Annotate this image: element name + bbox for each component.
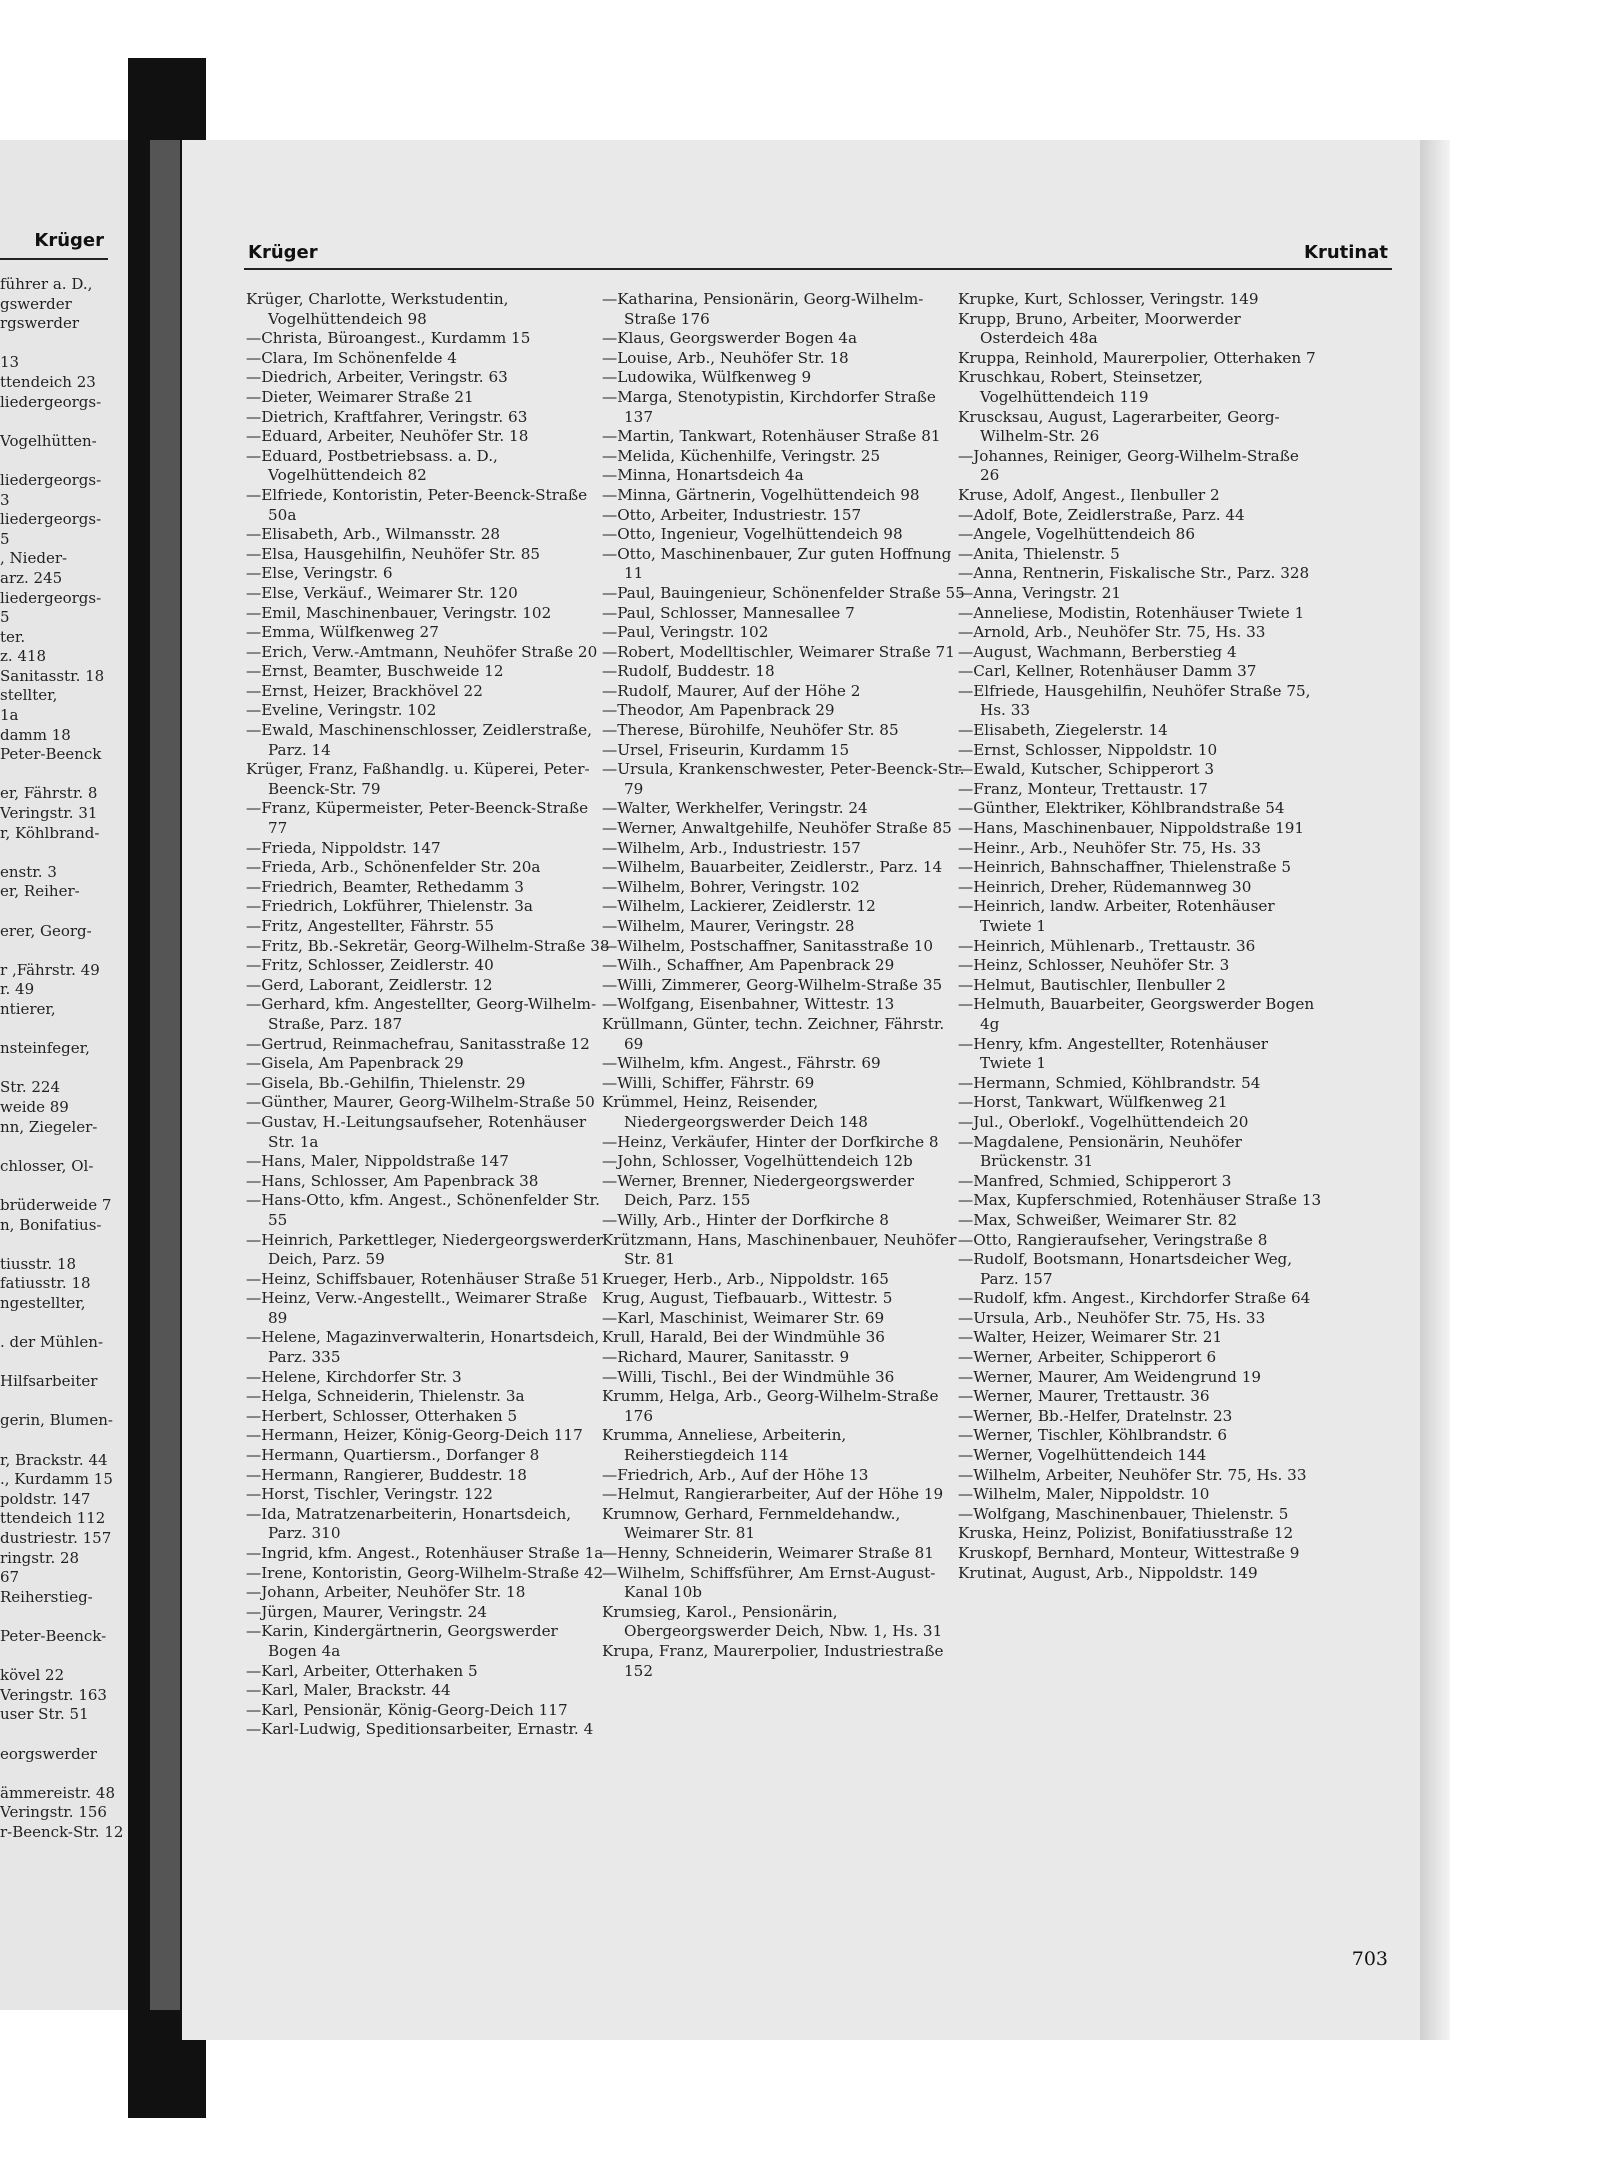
directory-entry: —Erich, Verw.-Amtmann, Neuhöfer Straße 20 (246, 642, 598, 661)
directory-entry: —Herbert, Schlosser, Otterhaken 5 (246, 1406, 518, 1425)
left-page-line: arz. 245 (0, 568, 63, 587)
directory-entry: —Eduard, Postbetriebsass. a. D., Vogelhüttendeich 82 (246, 446, 498, 485)
directory-entry: —Elisabeth, Arb., Wilmansstr. 28 (246, 525, 501, 544)
directory-entry: —Marga, Stenotypistin, Kirchdorfer Straße 137 (602, 387, 936, 426)
directory-entry: —Else, Verkäuf., Weimarer Str. 120 (246, 583, 518, 602)
directory-entry: —Clara, Im Schönenfelde 4 (246, 348, 457, 367)
directory-entry: Krüger, Franz, Faßhandlg. u. Küperei, Peter-Beenck-Str. 79 (246, 760, 590, 798)
directory-entry: —Walter, Heizer, Weimarer Str. 21 (958, 1328, 1223, 1347)
directory-entry: —Paul, Veringstr. 102 (602, 623, 769, 642)
directory-entry: —Eduard, Arbeiter, Neuhöfer Str. 18 (246, 427, 529, 446)
directory-entry: —Franz, Monteur, Trettaustr. 17 (958, 779, 1208, 798)
directory-entry: Krug, August, Tiefbauarb., Wittestr. 5 (602, 1289, 893, 1308)
directory-entry: —Minna, Gärtnerin, Vogelhüttendeich 98 (602, 485, 920, 504)
directory-entry: —Wilhelm, Bauarbeiter, Zeidlerstr., Parz. 14 (602, 858, 943, 877)
directory-column-2 (602, 290, 966, 1681)
directory-entry: Krüger, Charlotte, Werkstudentin, Vogelhüttendeich 98 (246, 290, 509, 328)
left-page-line: weide 89 (0, 1097, 69, 1116)
left-page-line: ntierer, (0, 999, 56, 1018)
directory-entry: Kruskopf, Bernhard, Monteur, Wittestraße 9 (958, 1544, 1300, 1562)
left-page-line: erer, Georg- (0, 921, 92, 940)
directory-entry: Kruscksau, August, Lagerarbeiter, Georg-Wilhelm-Str. 26 (958, 407, 1280, 446)
header-rule (244, 268, 1392, 270)
directory-entry: —Christa, Büroangest., Kurdamm 15 (246, 329, 531, 348)
left-page-line: r-Beenck-Str. 12 (0, 1822, 124, 1841)
left-page-line: n, Bonifatius- (0, 1215, 102, 1234)
left-page-line: 3 (0, 490, 10, 509)
directory-entry: —Gisela, Am Papenbrack 29 (246, 1054, 464, 1073)
directory-entry: —Robert, Modelltischler, Weimarer Straße 71 (602, 642, 955, 661)
directory-entry: —Helene, Kirchdorfer Str. 3 (246, 1367, 462, 1386)
directory-entry: —Diedrich, Arbeiter, Veringstr. 63 (246, 368, 508, 387)
directory-entry: —Wilhelm, Bohrer, Veringstr. 102 (602, 877, 860, 896)
directory-entry: —Dieter, Weimarer Straße 21 (246, 387, 474, 406)
directory-entry: —Ida, Matratzenarbeiterin, Honartsdeich, Parz. 310 (246, 1504, 572, 1543)
left-page-line: Peter-Beenck- (0, 1626, 107, 1645)
left-page-line: stellter, (0, 686, 58, 705)
directory-entry: —Martin, Tankwart, Rotenhäuser Straße 81 (602, 427, 941, 446)
directory-entry: —Heinz, Verkäufer, Hinter der Dorfkirche 8 (602, 1132, 939, 1151)
directory-entry: —Werner, Maurer, Am Weidengrund 19 (958, 1367, 1262, 1386)
directory-entry: —Otto, Rangieraufseher, Veringstraße 8 (958, 1230, 1268, 1249)
directory-entry: —Wolfgang, Eisenbahner, Wittestr. 13 (602, 995, 895, 1014)
page-number: 703 (1351, 1948, 1388, 1970)
directory-entry: —Frieda, Nippoldstr. 147 (246, 838, 441, 857)
directory-entry: Krützmann, Hans, Maschinenbauer, Neuhöfer Str. 81 (602, 1230, 957, 1269)
directory-entry: —Katharina, Pensionärin, Georg-Wilhelm-Straße 176 (602, 290, 924, 328)
directory-entry: —Franz, Küpermeister, Peter-Beenck-Straße 77 (246, 799, 589, 838)
directory-entry: —Gustav, H.-Leitungsaufseher, Rotenhäuser Str. 1a (246, 1112, 587, 1151)
directory-entry: —Friedrich, Beamter, Rethedamm 3 (246, 877, 524, 896)
directory-entry: —Gisela, Bb.-Gehilfin, Thielenstr. 29 (246, 1073, 526, 1092)
left-page-line: nsteinfeger, (0, 1039, 90, 1058)
directory-entry: —Rudolf, Bootsmann, Honartsdeicher Weg, Parz. 157 (958, 1250, 1293, 1288)
directory-entry: —Eveline, Veringstr. 102 (246, 701, 437, 720)
directory-entry: —Willi, Tischl., Bei der Windmühle 36 (602, 1367, 895, 1386)
left-page-line: Str. 224 (0, 1078, 60, 1097)
directory-entry: —Minna, Honartsdeich 4a (602, 466, 804, 485)
directory-entry: —Wilhelm, Arb., Industriestr. 157 (602, 838, 861, 857)
left-page-line: dustriestr. 157 (0, 1529, 112, 1547)
directory-entry: —Ingrid, kfm. Angest., Rotenhäuser Straße 1a (246, 1544, 604, 1562)
directory-entry: —Hermann, Quartiersm., Dorfanger 8 (246, 1446, 540, 1465)
left-page-line: damm 18 (0, 725, 71, 744)
directory-entry: —Henny, Schneiderin, Weimarer Straße 81 (602, 1544, 934, 1562)
left-page-line: poldstr. 147 (0, 1489, 91, 1508)
directory-entry: —Henry, kfm. Angestellter, Rotenhäuser Twiete 1 (958, 1034, 1269, 1073)
left-page-line: Vogelhütten- (0, 431, 97, 450)
directory-entry: —Ursula, Krankenschwester, Peter-Beenck-Str. 79 (602, 760, 965, 798)
directory-entry: Kruschkau, Robert, Steinsetzer, Vogelhüttendeich 119 (958, 368, 1203, 406)
directory-entry: —Heinz, Schiffsbauer, Rotenhäuser Straße 51 (246, 1269, 600, 1288)
directory-entry: —Johann, Arbeiter, Neuhöfer Str. 18 (246, 1583, 526, 1602)
directory-entry: —Heinrich, Bahnschaffner, Thielenstraße 5 (958, 858, 1292, 877)
left-page-line: führer a. D., (0, 275, 93, 293)
directory-entry: —Gertrud, Reinmachefrau, Sanitasstraße 12 (246, 1034, 590, 1053)
left-page-line: ter. (0, 627, 26, 646)
directory-entry: —Paul, Schlosser, Mannesallee 7 (602, 603, 855, 622)
directory-entry: —Elfriede, Hausgehilfin, Neuhöfer Straße 75, Hs. 33 (958, 681, 1311, 720)
directory-entry: —Ernst, Beamter, Buschweide 12 (246, 662, 504, 681)
left-page-line: liedergeorgs- (0, 392, 102, 411)
directory-entry: —Anita, Thielenstr. 5 (958, 544, 1120, 563)
left-page-line: enstr. 3 (0, 862, 57, 881)
left-page-line: rgswerder (0, 314, 80, 333)
directory-entry: Krumnow, Gerhard, Fernmeldehandw., Weimarer Str. 81 (602, 1504, 901, 1543)
running-header-left: Krüger (248, 242, 318, 263)
left-page-line: Hilfsarbeiter (0, 1372, 98, 1391)
page-edge (1420, 140, 1450, 2040)
directory-entry: —John, Schlosser, Vogelhüttendeich 12b (602, 1152, 913, 1171)
directory-entry: —Anna, Rentnerin, Fiskalische Str., Parz. 328 (958, 564, 1310, 583)
left-page-line: ngestellter, (0, 1293, 86, 1312)
directory-entry: —Melida, Küchenhilfe, Veringstr. 25 (602, 446, 881, 465)
directory-entry: —Angele, Vogelhüttendeich 86 (958, 525, 1195, 544)
left-page-line: Peter-Beenck (0, 745, 102, 764)
left-header-rule (0, 258, 108, 260)
left-page-line: Veringstr. 156 (0, 1803, 107, 1822)
directory-entry: —Horst, Tischler, Veringstr. 122 (246, 1485, 493, 1504)
directory-entry: —Wilhelm, Lackierer, Zeidlerstr. 12 (602, 897, 876, 916)
directory-entry: Kruppa, Reinhold, Maurerpolier, Otterhaken 7 (958, 348, 1316, 367)
directory-entry: —Wilhelm, Arbeiter, Neuhöfer Str. 75, Hs. 33 (958, 1465, 1307, 1484)
directory-entry: —Manfred, Schmied, Schipperort 3 (958, 1171, 1232, 1190)
directory-entry: —Heinrich, Parkettleger, Niedergeorgswerder Deich, Parz. 59 (246, 1230, 604, 1269)
directory-entry: —Ernst, Heizer, Brackhövel 22 (246, 681, 483, 700)
directory-entry: —Magdalene, Pensionärin, Neuhöfer Brückenstr. 31 (958, 1132, 1242, 1171)
left-page-line: Reiherstieg- (0, 1587, 93, 1606)
directory-entry: —Anneliese, Modistin, Rotenhäuser Twiete 1 (958, 603, 1305, 622)
directory-entry: —Paul, Bauingenieur, Schönenfelder Straße 55 (602, 583, 965, 602)
directory-entry: —Otto, Maschinenbauer, Zur guten Hoffnung 11 (602, 544, 952, 583)
directory-entry: —Rudolf, Buddestr. 18 (602, 662, 775, 681)
left-page-line: er, Reiher- (0, 882, 80, 901)
left-page-line: user Str. 51 (0, 1705, 89, 1724)
directory-entry: —Heinz, Verw.-Angestellt., Weimarer Straße 89 (246, 1289, 588, 1327)
directory-entry: —Rudolf, Maurer, Auf der Höhe 2 (602, 681, 861, 700)
directory-entry: Krueger, Herb., Arb., Nippoldstr. 165 (602, 1269, 889, 1288)
directory-entry: —Gerd, Laborant, Zeidlerstr. 12 (246, 975, 493, 994)
directory-entry: —Wilh., Schaffner, Am Papenbrack 29 (602, 956, 895, 975)
directory-entry: —Wilhelm, kfm. Angest., Fährstr. 69 (602, 1054, 881, 1073)
directory-entry: —Günther, Maurer, Georg-Wilhelm-Straße 50 (246, 1093, 595, 1112)
directory-entry: —Ursel, Friseurin, Kurdamm 15 (602, 740, 850, 759)
directory-entry: Kruska, Heinz, Polizist, Bonifatiusstraße 12 (958, 1524, 1294, 1543)
directory-entry: —Karl, Arbeiter, Otterhaken 5 (246, 1661, 478, 1680)
directory-entry: —Max, Schweißer, Weimarer Str. 82 (958, 1210, 1238, 1229)
running-header-right: Krutinat (1304, 242, 1388, 263)
directory-entry: —Rudolf, kfm. Angest., Kirchdorfer Straße 64 (958, 1289, 1311, 1308)
directory-column-1 (246, 290, 610, 1740)
directory-entry: —Frieda, Arb., Schönenfelder Str. 20a (246, 858, 541, 877)
directory-entry: Krupp, Bruno, Arbeiter, Moorwerder Osterdeich 48a (958, 309, 1241, 348)
directory-entry: —Horst, Tankwart, Wülfkenweg 21 (958, 1093, 1228, 1112)
left-page-line: gerin, Blumen- (0, 1411, 113, 1430)
directory-entry: —Werner, Vogelhüttendeich 144 (958, 1446, 1207, 1465)
left-page-line: brüderweide 7 (0, 1195, 112, 1214)
directory-entry: —Friedrich, Lokführer, Thielenstr. 3a (246, 897, 533, 916)
directory-entry: —Heinrich, Dreher, Rüdemannweg 30 (958, 877, 1252, 896)
directory-entry: —Theodor, Am Papenbrack 29 (602, 701, 835, 720)
directory-entry: —Karl-Ludwig, Speditionsarbeiter, Ernastr. 4 (246, 1720, 594, 1739)
left-page-line: r. 49 (0, 980, 35, 999)
directory-entry: Krüllmann, Günter, techn. Zeichner, Fährstr. 69 (602, 1014, 945, 1053)
left-page-line: tiusstr. 18 (0, 1254, 77, 1273)
left-page-line: ämmereistr. 48 (0, 1783, 115, 1802)
directory-entry: —Karl, Maschinist, Weimarer Str. 69 (602, 1308, 885, 1327)
directory-entry: —Hermann, Rangierer, Buddestr. 18 (246, 1465, 527, 1484)
directory-entry: —Klaus, Georgswerder Bogen 4a (602, 329, 858, 348)
directory-entry: —Ernst, Schlosser, Nippoldstr. 10 (958, 740, 1218, 759)
directory-entry: —Wilhelm, Schiffsführer, Am Ernst-August-Kanal 10b (602, 1563, 936, 1602)
directory-entry: —Günther, Elektriker, Köhlbrandstraße 54 (958, 799, 1285, 818)
directory-entry: —Emma, Wülfkenweg 27 (246, 623, 439, 642)
directory-entry: —Werner, Bb.-Helfer, Dratelnstr. 23 (958, 1406, 1233, 1425)
left-page-line: ttendeich 23 (0, 372, 96, 391)
directory-entry: Krupa, Franz, Maurerpolier, Industriestraße 152 (602, 1641, 944, 1680)
directory-entry: —Carl, Kellner, Rotenhäuser Damm 37 (958, 662, 1257, 681)
left-page-line: r, Brackstr. 44 (0, 1450, 108, 1469)
left-page-line: 5 (0, 608, 10, 627)
directory-entry: —Fritz, Angestellter, Fährstr. 55 (246, 917, 495, 935)
directory-entry: Krumsieg, Karol., Pensionärin, Obergeorgswerder Deich, Nbw. 1, Hs. 31 (602, 1602, 943, 1641)
left-page-line: Veringstr. 163 (0, 1685, 107, 1704)
directory-entry: —Arnold, Arb., Neuhöfer Str. 75, Hs. 33 (958, 623, 1266, 642)
directory-entry: —Ursula, Arb., Neuhöfer Str. 75, Hs. 33 (958, 1308, 1266, 1327)
left-page-line: r ,Fährstr. 49 (0, 960, 100, 979)
left-page-line: liedergeorgs- (0, 588, 102, 607)
directory-entry: —Wolfgang, Maschinenbauer, Thielenstr. 5 (958, 1504, 1289, 1523)
left-page-line: liedergeorgs- (0, 470, 102, 489)
directory-entry: —Heinr., Arb., Neuhöfer Str. 75, Hs. 33 (958, 838, 1261, 857)
directory-entry: Krutinat, August, Arb., Nippoldstr. 149 (958, 1563, 1258, 1582)
left-page-line: ttendeich 112 (0, 1509, 106, 1528)
directory-entry: Kruse, Adolf, Angest., Ilenbuller 2 (958, 485, 1220, 504)
directory-entry: —August, Wachmann, Berberstieg 4 (958, 642, 1237, 661)
directory-entry: —Helmut, Rangierarbeiter, Auf der Höhe 19 (602, 1485, 944, 1504)
directory-entry: —Emil, Maschinenbauer, Veringstr. 102 (246, 603, 552, 622)
directory-entry: —Otto, Ingenieur, Vogelhüttendeich 98 (602, 525, 903, 544)
left-page-line: 13 (0, 353, 20, 372)
directory-entry: —Hans, Maler, Nippoldstraße 147 (246, 1152, 509, 1171)
directory-entry: —Johannes, Reiniger, Georg-Wilhelm-Straße 26 (958, 446, 1299, 485)
directory-entry: Krumm, Helga, Arb., Georg-Wilhelm-Straße 176 (602, 1387, 939, 1425)
directory-entry: —Heinz, Schlosser, Neuhöfer Str. 3 (958, 956, 1230, 975)
directory-entry: —Wilhelm, Maurer, Veringstr. 28 (602, 917, 855, 935)
main-page (182, 140, 1430, 2040)
directory-entry: —Hans, Maschinenbauer, Nippoldstraße 191 (958, 819, 1305, 838)
left-page-line: nn, Ziegeler- (0, 1117, 98, 1136)
directory-entry: —Richard, Maurer, Sanitasstr. 9 (602, 1348, 850, 1367)
directory-entry: —Dietrich, Kraftfahrer, Veringstr. 63 (246, 407, 528, 426)
directory-entry: —Werner, Anwaltgehilfe, Neuhöfer Straße 85 (602, 819, 952, 838)
book-gutter (150, 140, 180, 2010)
left-page-line: Veringstr. 31 (0, 804, 98, 823)
directory-entry: —Therese, Bürohilfe, Neuhöfer Str. 85 (602, 721, 899, 740)
left-page-line: z. 418 (0, 647, 47, 666)
directory-entry: —Hermann, Heizer, König-Georg-Deich 117 (246, 1426, 583, 1445)
left-page-line: , Nieder- (0, 549, 68, 568)
directory-entry: —Jul., Oberlokf., Vogelhüttendeich 20 (958, 1112, 1249, 1131)
directory-entry: —Elfriede, Kontoristin, Peter-Beenck-Straße 50a (246, 485, 588, 524)
directory-entry: —Hans, Schlosser, Am Papenbrack 38 (246, 1171, 539, 1190)
left-page-line: Sanitasstr. 18 (0, 666, 105, 685)
directory-entry: —Helga, Schneiderin, Thielenstr. 3a (246, 1387, 525, 1406)
left-page-line: liedergeorgs- (0, 510, 102, 529)
left-page-line: er, Fährstr. 8 (0, 784, 98, 803)
directory-entry: Krümmel, Heinz, Reisender, Niedergeorgswerder Deich 148 (602, 1093, 868, 1131)
directory-entry: —Else, Veringstr. 6 (246, 564, 393, 583)
directory-entry: —Willy, Arb., Hinter der Dorfkirche 8 (602, 1210, 889, 1229)
directory-entry: —Adolf, Bote, Zeidlerstraße, Parz. 44 (958, 505, 1245, 524)
directory-entry: —Karin, Kindergärtnerin, Georgswerder Bogen 4a (246, 1622, 558, 1660)
directory-entry: —Werner, Brenner, Niedergeorgswerder Deich, Parz. 155 (602, 1171, 914, 1210)
directory-entry: —Wilhelm, Maler, Nippoldstr. 10 (958, 1485, 1210, 1504)
directory-entry: —Heinrich, Mühlenarb., Trettaustr. 36 (958, 936, 1256, 955)
directory-entry: —Ewald, Maschinenschlosser, Zeidlerstraße, Parz. 14 (246, 721, 592, 759)
directory-entry: —Werner, Arbeiter, Schipperort 6 (958, 1348, 1217, 1367)
directory-entry: —Louise, Arb., Neuhöfer Str. 18 (602, 348, 849, 367)
directory-entry: Krull, Harald, Bei der Windmühle 36 (602, 1328, 885, 1347)
directory-entry: —Max, Kupferschmied, Rotenhäuser Straße 13 (958, 1191, 1322, 1210)
directory-entry: Krupke, Kurt, Schlosser, Veringstr. 149 (958, 290, 1259, 308)
directory-entry: —Wilhelm, Postschaffner, Sanitasstraße 10 (602, 936, 934, 955)
directory-entry: —Otto, Arbeiter, Industriestr. 157 (602, 505, 862, 524)
directory-entry: —Elsa, Hausgehilfin, Neuhöfer Str. 85 (246, 544, 541, 563)
directory-entry: —Werner, Tischler, Köhlbrandstr. 6 (958, 1426, 1228, 1445)
left-page-line: 5 (0, 529, 10, 548)
left-page-line: 67 (0, 1568, 20, 1587)
directory-entry: —Walter, Werkhelfer, Veringstr. 24 (602, 799, 868, 818)
left-page-line: chlosser, Ol- (0, 1156, 94, 1175)
directory-entry: —Ludowika, Wülfkenweg 9 (602, 368, 812, 387)
directory-entry: —Friedrich, Arb., Auf der Höhe 13 (602, 1465, 869, 1484)
directory-entry: —Fritz, Bb.-Sekretär, Georg-Wilhelm-Straße 38 (246, 936, 610, 955)
directory-entry: Krumma, Anneliese, Arbeiterin, Reiherstiegdeich 114 (602, 1426, 847, 1465)
directory-entry: —Helmut, Bautischler, Ilenbuller 2 (958, 975, 1226, 994)
directory-entry: —Ewald, Kutscher, Schipperort 3 (958, 760, 1215, 779)
directory-entry: —Helmuth, Bauarbeiter, Georgswerder Bogen 4g (958, 995, 1315, 1033)
left-page-line: ., Kurdamm 15 (0, 1470, 113, 1489)
left-page-line: gswerder (0, 294, 72, 313)
directory-entry: —Hans-Otto, kfm. Angest., Schönenfelder Str. 55 (246, 1191, 600, 1229)
left-page-line: eorgswerder (0, 1744, 97, 1763)
left-page-line: . der Mühlen- (0, 1333, 104, 1352)
directory-entry: —Elisabeth, Ziegelerstr. 14 (958, 721, 1168, 740)
left-page-header: Krüger (34, 230, 104, 251)
directory-entry: —Werner, Maurer, Trettaustr. 36 (958, 1387, 1210, 1406)
directory-entry: —Willi, Schiffer, Fährstr. 69 (602, 1073, 815, 1092)
directory-entry: —Karl, Maler, Brackstr. 44 (246, 1681, 451, 1700)
left-page-line: 1a (0, 706, 19, 725)
left-page-line: r, Köhlbrand- (0, 823, 100, 842)
directory-entry: —Heinrich, landw. Arbeiter, Rotenhäuser Twiete 1 (958, 897, 1275, 935)
directory-entry: —Irene, Kontoristin, Georg-Wilhelm-Straße 42 (246, 1563, 604, 1582)
left-page-line: ringstr. 28 (0, 1548, 80, 1567)
directory-entry: —Gerhard, kfm. Angestellter, Georg-Wilhelm-Straße, Parz. 187 (246, 995, 597, 1033)
directory-entry: —Willi, Zimmerer, Georg-Wilhelm-Straße 35 (602, 975, 943, 994)
directory-column-3 (958, 290, 1322, 1583)
directory-entry: —Karl, Pensionär, König-Georg-Deich 117 (246, 1700, 568, 1719)
directory-entry: —Anna, Veringstr. 21 (958, 583, 1122, 602)
directory-entry: —Helene, Magazinverwalterin, Honartsdeich, Parz. 335 (246, 1328, 600, 1367)
directory-entry: —Jürgen, Maurer, Veringstr. 24 (246, 1602, 487, 1621)
left-page-line: kövel 22 (0, 1666, 65, 1685)
directory-entry: —Fritz, Schlosser, Zeidlerstr. 40 (246, 956, 494, 975)
directory-entry: —Hermann, Schmied, Köhlbrandstr. 54 (958, 1073, 1261, 1092)
left-page-line: fatiusstr. 18 (0, 1274, 91, 1293)
